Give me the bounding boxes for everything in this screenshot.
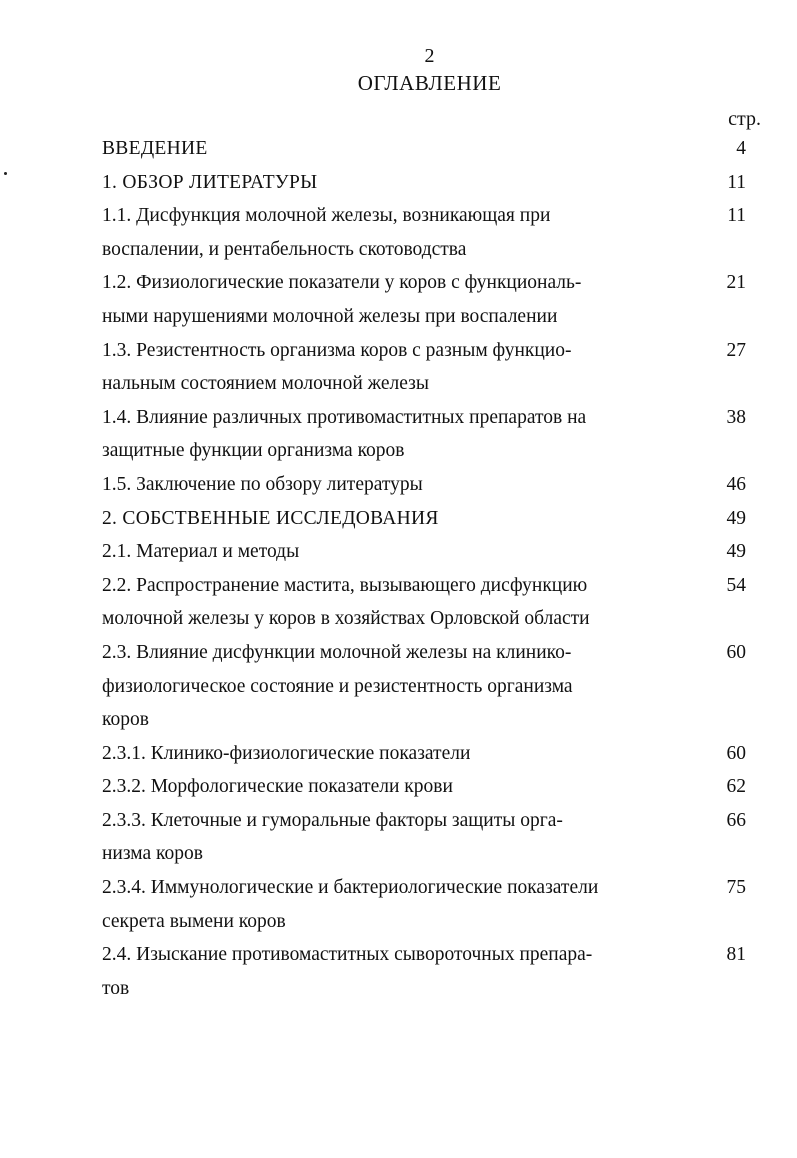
scan-speck <box>4 172 7 175</box>
toc-entry-line: 1. ОБЗОР ЛИТЕРАТУРЫ <box>102 171 318 193</box>
toc-entry-line: коров <box>102 709 149 731</box>
toc-entry-line: 2.3.3. Клеточные и гуморальные факторы защиты орга- <box>102 809 563 831</box>
toc-entry-line: 1.2. Физиологические показатели у коров с функциональ- <box>102 272 582 294</box>
toc-entry-page: 60 <box>726 641 746 663</box>
toc-entry <box>102 770 752 804</box>
toc-entry <box>102 938 752 1005</box>
toc-entry-title <box>102 166 677 200</box>
toc-entry-line: 2.3.2. Морфологические показатели крови <box>102 776 453 798</box>
toc-entry-line: 2.3. Влияние дисфункции молочной железы на клинико- <box>102 641 572 663</box>
toc-entry <box>102 871 752 938</box>
toc-entry-title <box>102 132 677 166</box>
toc-entry-title <box>102 401 677 468</box>
toc-entry-line: 1.4. Влияние различных противомаститных препаратов на <box>102 406 587 428</box>
toc-entry <box>102 334 752 401</box>
toc-entry <box>102 535 752 569</box>
toc-entry <box>102 401 752 468</box>
toc-entry-title <box>102 737 677 771</box>
toc-entry-page: 54 <box>726 574 746 596</box>
toc-entry-line: секрета вымени коров <box>102 910 286 932</box>
toc-entry <box>102 266 752 333</box>
toc-entry-line: 2.3.4. Иммунологические и бактериологические показатели <box>102 877 599 899</box>
toc-entry-page: 38 <box>726 406 746 428</box>
toc-entry-line: 1.5. Заключение по обзору литературы <box>102 473 423 495</box>
toc-entry-line: 2.1. Материал и методы <box>102 541 300 563</box>
toc-entry-line: нальным состоянием молочной железы <box>102 373 429 395</box>
toc-entry <box>102 199 752 266</box>
toc-entry-title <box>102 266 677 333</box>
toc-entry-title <box>102 636 677 737</box>
toc-entry-line: тов <box>102 977 130 999</box>
toc-entry-page: 49 <box>726 507 746 529</box>
toc-entry <box>102 502 752 536</box>
toc-entry-line: 1.3. Резистентность организма коров с разным функцио- <box>102 339 572 361</box>
toc-entry <box>102 132 752 166</box>
toc-entry-title <box>102 770 677 804</box>
toc-entry-line: 1.1. Дисфункция молочной железы, возникающая при <box>102 205 551 227</box>
page-title: ОГЛАВЛЕНИЕ <box>357 71 502 95</box>
toc-entry <box>102 636 752 737</box>
toc-entry-page: 62 <box>726 776 746 798</box>
toc-entry <box>102 737 752 771</box>
toc-entry-line: ными нарушениями молочной железы при воспалении <box>102 305 558 327</box>
toc-entry-page: 27 <box>726 339 746 361</box>
toc-entry-line: воспалении, и рентабельность скотоводства <box>102 238 467 260</box>
toc-entry-page: 46 <box>726 473 746 495</box>
toc-entry <box>102 166 752 200</box>
toc-entry-title <box>102 938 677 1005</box>
toc-entry-line: физиологическое состояние и резистентность организма <box>102 675 573 697</box>
toc-entry <box>102 804 752 871</box>
toc-entry <box>102 569 752 636</box>
toc-entry-page: 21 <box>726 272 746 294</box>
toc-entry-title <box>102 334 677 401</box>
toc-entry-title <box>102 502 677 536</box>
toc-entry-line: защитные функции организма коров <box>102 440 405 462</box>
toc-entry-line: низма коров <box>102 843 203 865</box>
toc-entry <box>102 468 752 502</box>
toc-entry-page: 11 <box>727 171 746 193</box>
toc-entry-line: 2.3.1. Клинико-физиологические показатели <box>102 742 471 764</box>
toc-entry-title <box>102 535 677 569</box>
toc-entry-page: 49 <box>726 541 746 563</box>
table-of-contents <box>102 132 752 1005</box>
toc-entry-title <box>102 871 677 938</box>
toc-entry-title <box>102 199 677 266</box>
toc-entry-title <box>102 804 677 871</box>
toc-entry-page: 66 <box>726 809 746 831</box>
toc-entry-title <box>102 468 677 502</box>
toc-entry-line: молочной железы у коров в хозяйствах Орловской области <box>102 608 590 630</box>
toc-entry-line: 2.4. Изыскание противомаститных сывороточных препара- <box>102 944 593 966</box>
toc-entry-line: ВВЕДЕНИЕ <box>102 138 208 159</box>
toc-entry-page: 81 <box>726 944 746 966</box>
toc-entry-page: 60 <box>726 742 746 764</box>
toc-entry-line: 2.2. Распространение мастита, вызывающего дисфункцию <box>102 574 588 596</box>
toc-entry-title <box>102 569 677 636</box>
toc-entry-page: 75 <box>726 877 746 899</box>
page-column-label: стр. <box>728 108 761 130</box>
toc-entry-page: 11 <box>727 205 746 227</box>
toc-entry-page: 4 <box>736 138 746 159</box>
page-number: 2 <box>424 45 435 67</box>
toc-entry-line: 2. СОБСТВЕННЫЕ ИССЛЕДОВАНИЯ <box>102 507 439 529</box>
